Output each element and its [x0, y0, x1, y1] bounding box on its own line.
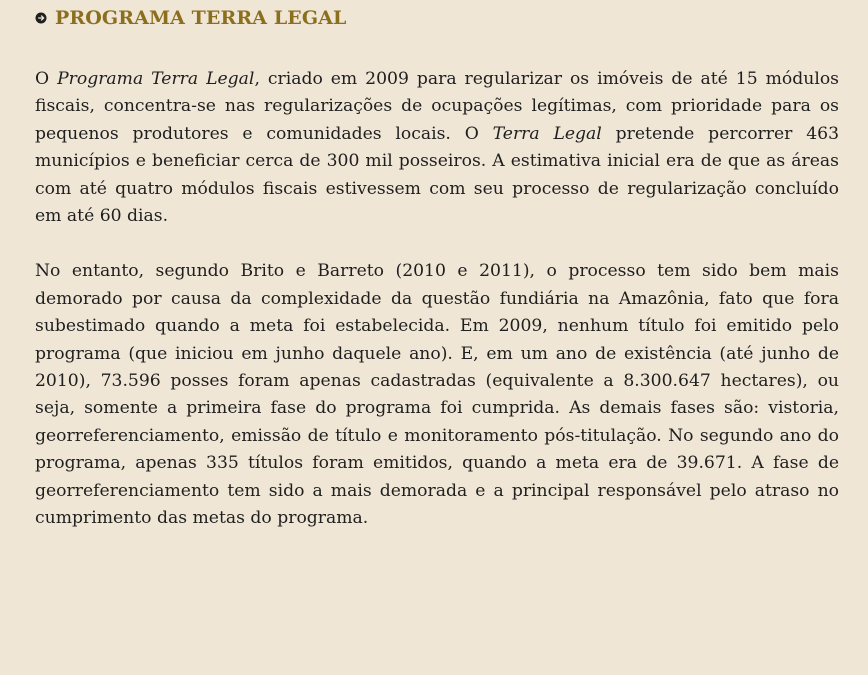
- paragraph-text: , criado em 2009 para regularizar os imóveis de até 15 módulos fiscais, concentra-se nas regularizações de ocupações legítimas, com prioridade para os pequenos produtores e comunidades locais. O: [35, 69, 839, 144]
- program-short-name-emphasis: Terra Legal: [492, 123, 602, 144]
- arrow-right-icon: [35, 12, 47, 24]
- section-heading: [35, 6, 839, 30]
- paragraph-intro: [35, 66, 839, 230]
- program-name-emphasis: Programa Terra Legal: [57, 69, 255, 89]
- paragraph-text: pretende percorrer 463 municípios e beneficiar cerca de 300 mil posseiros. A estimativa inicial era de que as áreas com até quatro módulos fiscais estivessem com seu processo de regularização concluído em até 60 dias.: [35, 123, 840, 227]
- section-title: PROGRAMA TERRA LEGAL: [55, 7, 347, 29]
- paragraph-analysis: No entanto, segundo Brito e Barreto (2010 e 2011), o processo tem sido bem mais demorado por causa da complexidade da questão fundiária na Amazônia, fato que fora subestimado quando a meta foi estabelecida. Em 2009, nenhum título foi emitido pelo programa (que iniciou em junho daquele ano). E, em um ano de existência (até junho de 2010), 73.596 posses foram apenas cadastradas (equivalente a 8.300.647 hectares), ou seja, somente a primeira fase do programa foi cumprida. As demais fases são: vistoria, georreferenciamento, emissão de título e monitoramento pós-titulação. No segundo ano do programa, apenas 335 títulos foram emitidos, quando a meta era de 39.671. A fase de georreferenciamento tem sido a mais demorada e a principal responsável pelo atraso no cumprimento das metas do programa.: [35, 261, 839, 529]
- paragraph-text: O: [35, 69, 58, 89]
- paragraph-spacer: [35, 230, 839, 258]
